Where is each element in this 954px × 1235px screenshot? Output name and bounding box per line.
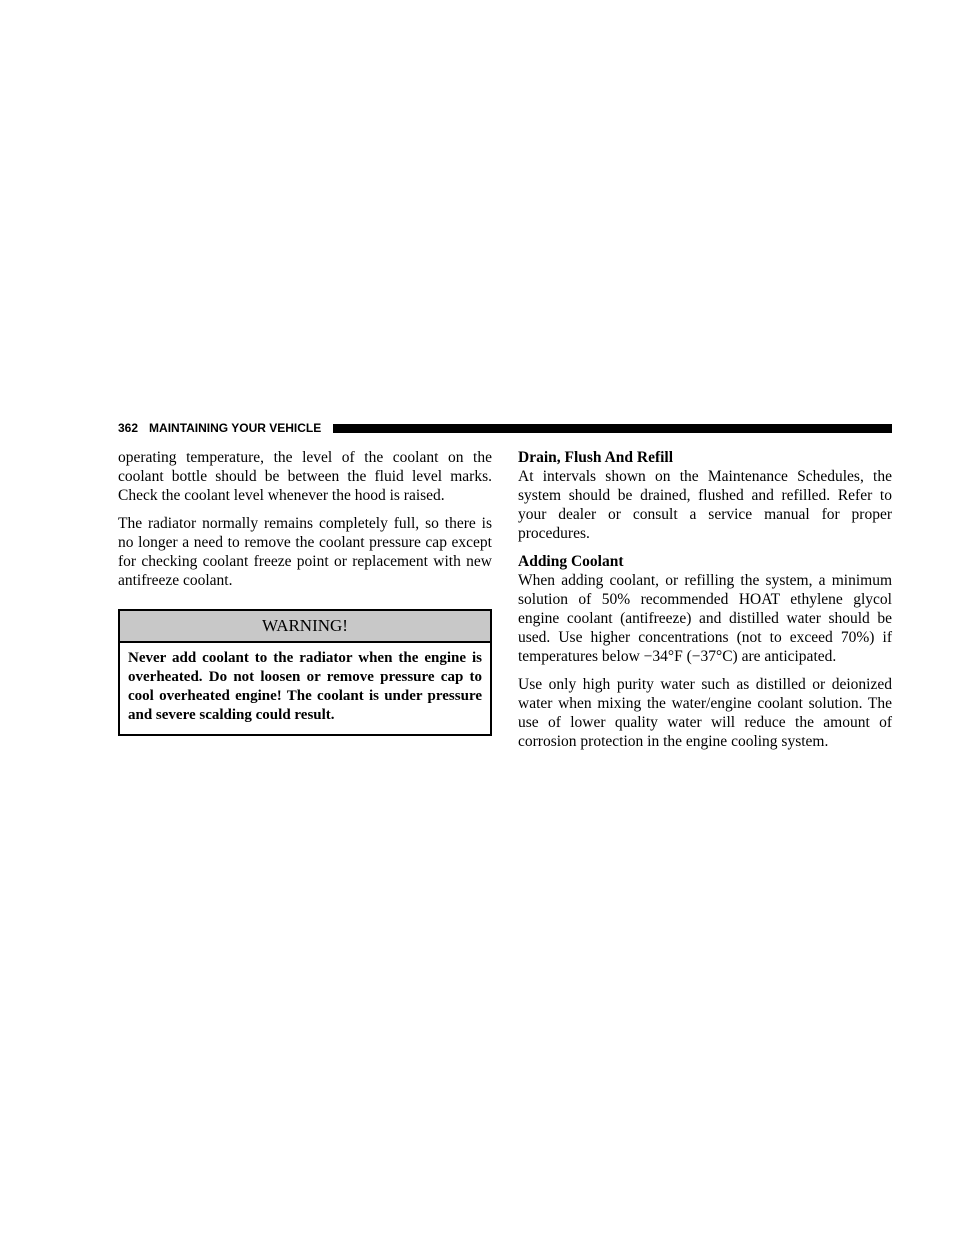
section-title: MAINTAINING YOUR VEHICLE: [149, 421, 322, 435]
drain-flush-heading: Drain, Flush And Refill: [518, 449, 674, 466]
adding-coolant-body-2: Use only high purity water such as distilled or deionized water when mixing the water/engine coolant solution. The use of lower quality water will reduce the amount of corrosion protection in the engine cooling system.: [518, 676, 892, 750]
left-paragraph-2: The radiator normally remains completely full, so there is no longer a need to remove the coolant pressure cap except for checking coolant freeze point or replacement with new antifreeze coolant.: [118, 515, 492, 589]
page-header: [118, 420, 892, 436]
warning-body: Never add coolant to the radiator when the engine is overheated. Do not loosen or remove pressure cap to cool overheated engine! The coolant is under pressure and severe scalding could result.: [128, 650, 482, 723]
right-column: [518, 448, 892, 760]
left-column: [118, 448, 492, 736]
warning-box: [118, 609, 492, 736]
warning-title: WARNING!: [120, 611, 490, 643]
adding-coolant-body-1: When adding coolant, or refilling the system, a minimum solution of 50% recommended HOAT ethylene glycol engine coolant (antifreeze) and distilled water should be used. Use higher concentrations (not to exceed 70%) if temperatures below −34°F (−37°C) are anticipated.: [518, 572, 892, 665]
drain-flush-body: At intervals shown on the Maintenance Schedules, the system should be drained, flushed and refilled. Refer to your dealer or consult a service manual for proper procedures.: [518, 468, 892, 542]
adding-coolant-heading: Adding Coolant: [518, 553, 624, 570]
header-rule: [333, 424, 892, 433]
left-paragraph-1: operating temperature, the level of the coolant on the coolant bottle should be between the fluid level marks. Check the coolant level whenever the hood is raised.: [118, 449, 492, 504]
page-number: 362: [118, 421, 139, 435]
